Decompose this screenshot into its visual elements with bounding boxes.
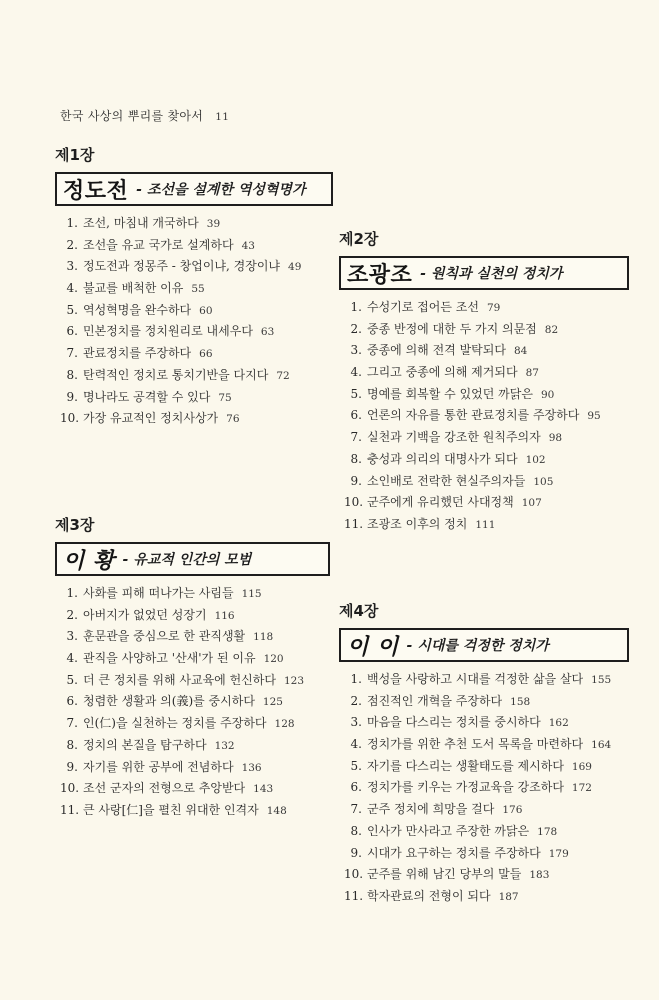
toc-item [339,297,629,319]
item-number: 2. [350,321,362,336]
item-page-number: 123 [283,674,305,687]
item-number: 1. [350,672,362,686]
item-page-number: 49 [288,261,302,274]
item-page-number: 111 [475,518,496,531]
item-title: 사화를 피해 떠나가는 사림들 [83,586,234,600]
item-title: 조선, 마침내 개국하다 [83,216,199,230]
item-page-number: 98 [548,432,563,445]
item-number: 3. [350,715,362,730]
item-number: 11. [344,516,364,531]
toc-item [55,713,330,735]
item-title: 중종 반정에 대한 두 가지 의문점 [367,321,537,336]
chapter-number: 제4장 [339,602,379,620]
toc-item [339,514,629,536]
item-page-number: 63 [260,326,275,339]
item-page-number: 39 [206,218,221,230]
item-page-number: 162 [548,717,569,730]
item-title: 인사가 만사라고 주장한 까닭은 [367,823,530,838]
item-page-number: 115 [241,588,262,600]
item-number: 10. [344,867,364,882]
item-page-number: 84 [513,345,528,358]
item-title: 중종에 의해 전격 발탁되다 [367,343,506,358]
item-page-number: 187 [498,890,519,903]
item-page-number: 107 [521,497,542,510]
item-number: 8. [350,451,362,466]
item-page-number: 158 [510,695,531,708]
toc-item [55,213,333,235]
toc-item [339,691,629,713]
item-page-number: 172 [571,782,592,795]
item-title: 점진적인 개혁을 주장하다 [367,693,503,708]
toc-item [55,757,330,779]
toc-item [339,712,629,734]
item-number: 9. [350,473,362,488]
chapter-number: 제1장 [55,146,95,164]
item-number: 2. [350,693,362,708]
item-number: 2. [66,607,78,622]
toc-item [55,583,330,605]
toc-item [339,843,629,865]
toc-item [55,735,330,757]
item-title: 관료정치를 주장하다 [83,346,192,361]
toc-item [55,365,333,387]
chapter-subtitle: - 조선을 설계한 역성혁명가 [136,182,306,198]
item-number: 10. [60,781,80,796]
item-page-number: 60 [199,304,213,317]
item-title: 소인배로 전락한 현실주의자들 [367,473,526,488]
item-title: 가장 유교적인 정치사상가 [83,411,219,426]
toc-item [339,734,629,756]
toc-item [339,886,629,908]
chapter-title-box [339,628,629,662]
item-number: 10. [60,411,80,426]
item-page-number: 102 [525,453,546,466]
item-title: 명예를 회복할 수 있었던 까닭은 [367,386,533,401]
chapter-subtitle: - 원칙과 실천의 정치가 [420,266,563,282]
item-number: 4. [66,651,78,666]
item-page-number: 183 [529,869,550,882]
item-page-number: 143 [253,783,274,796]
item-title: 청렴한 생활과 의(義)를 중시하다 [83,694,255,709]
item-page-number: 82 [544,323,559,336]
item-page-number: 118 [253,631,274,644]
chapter-subtitle: - 시대를 걱정한 정치가 [406,638,549,654]
toc-item [339,405,629,427]
chapter-title-box [55,542,330,576]
item-page-number: 75 [218,391,232,404]
item-title: 군주 정치에 희망을 걸다 [367,802,495,817]
item-number: 7. [350,430,362,445]
item-page-number: 164 [591,739,612,752]
item-number: 8. [66,737,78,752]
item-page-number: 76 [226,413,240,426]
chapter-number: 제2장 [339,230,379,248]
item-number: 6. [350,408,362,423]
item-number: 4. [350,737,362,752]
toc-item [339,799,629,821]
item-title: 훈문관을 중심으로 한 관직생활 [83,629,246,644]
item-number: 11. [60,802,80,817]
toc-item [339,340,629,362]
toc-item [339,471,629,493]
item-number: 3. [66,629,78,644]
item-number: 11. [344,888,364,903]
item-page-number: 43 [241,239,255,252]
item-number: 5. [350,386,362,401]
chapter-item-list [339,297,629,536]
item-title: 조광조 이후의 정치 [367,516,468,531]
toc-item [55,408,333,430]
item-page-number: 105 [533,475,554,488]
chapter-name: 이 이 [347,634,399,660]
toc-item [55,648,330,670]
item-page-number: 87 [525,367,539,380]
toc-item [339,492,629,514]
item-title: 수성기로 접어든 조선 [367,300,479,314]
toc-item [55,343,333,365]
item-page-number: 90 [540,388,555,401]
chapter-1 [55,144,333,430]
item-number: 4. [350,365,362,380]
item-number: 3. [66,259,78,274]
item-title: 조선을 유교 국가로 설계하다 [83,237,234,252]
item-title: 마음을 다스리는 정치를 중시하다 [367,715,541,730]
chapter-name: 조광조 [347,262,413,288]
item-title: 자기를 다스리는 생활태도를 제시하다 [367,758,564,773]
item-page-number: 136 [241,761,262,774]
toc-item [339,777,629,799]
item-number: 6. [350,780,362,795]
toc-item [339,669,629,691]
item-number: 9. [350,845,362,860]
toc-item [55,691,330,713]
chapter-item-list [55,583,330,822]
chapter-number: 제3장 [55,516,95,534]
item-page-number: 176 [502,804,523,817]
item-title: 정도전과 정몽주 - 창업이냐, 경장이냐 [83,259,281,274]
item-number: 5. [66,672,78,687]
item-title: 군주에게 유리했던 사대정책 [367,495,514,510]
item-page-number: 148 [266,804,287,817]
toc-item [339,384,629,406]
item-title: 관직을 사양하고 '산새'가 된 이유 [83,651,256,666]
chapter-4 [339,600,629,908]
item-page-number: 79 [486,302,501,314]
toc-item [55,778,330,800]
item-page-number: 125 [262,696,283,709]
item-page-number: 95 [587,410,601,423]
item-number: 1. [66,586,78,600]
item-title: 민본정치를 정치원리로 내세우다 [83,324,253,339]
toc-item [339,362,629,384]
item-number: 5. [66,302,78,317]
item-title: 불교를 배척한 이유 [83,281,184,296]
item-title: 그리고 중종에 의해 제거되다 [367,365,518,380]
toc-item [55,300,333,322]
chapter-title-box [339,256,629,290]
toc-item [55,235,333,257]
item-number: 9. [66,389,78,404]
item-title: 역성혁명을 완수하다 [83,302,192,317]
toc-item [339,864,629,886]
item-title: 더 큰 정치를 위해 사교육에 헌신하다 [83,672,276,687]
item-title: 언론의 자유를 통한 관료정치를 주장하다 [367,408,580,423]
item-title: 정치가를 키우는 가정교육을 강조하다 [367,780,564,795]
toc-item [55,321,333,343]
item-number: 1. [66,216,78,230]
item-title: 시대가 요구하는 정치를 주장하다 [367,845,541,860]
toc-item [55,626,330,648]
toc-item [339,427,629,449]
item-title: 백성을 사랑하고 시대를 걱정한 삶을 살다 [367,672,584,686]
item-page-number: 66 [199,348,213,361]
chapter-title-box [55,172,333,206]
toc-item [55,387,333,409]
chapter-item-list [55,213,333,430]
item-page-number: 128 [274,718,295,731]
item-number: 8. [350,823,362,838]
toc-item [339,756,629,778]
chapter-name: 정도전 [63,178,129,204]
toc-item [55,278,333,300]
chapter-name: 이 황 [63,548,115,574]
item-number: 3. [350,343,362,358]
item-title: 군주를 위해 남긴 당부의 말들 [367,867,522,882]
item-title: 아버지가 없었던 성장기 [83,607,207,622]
item-number: 4. [66,281,78,296]
item-title: 충성과 의리의 대명사가 되다 [367,451,518,466]
item-number: 8. [66,367,78,382]
toc-item [339,449,629,471]
item-number: 6. [66,324,78,339]
item-number: 7. [350,802,362,817]
item-page-number: 169 [571,760,592,773]
item-page-number: 55 [191,283,205,296]
toc-item [55,605,330,627]
item-title: 학자관료의 전형이 되다 [367,888,491,903]
item-title: 정치의 본질을 탐구하다 [83,737,207,752]
item-title: 탄력적인 정치로 통치기반을 다지다 [83,367,269,382]
item-number: 5. [350,758,362,773]
item-page-number: 72 [276,369,290,382]
item-number: 9. [66,759,78,774]
item-page-number: 132 [214,739,235,752]
item-title: 정치가를 위한 추천 도서 목록을 마련하다 [367,737,584,752]
intro-title: 한국 사상의 뿌리를 찾아서 [60,109,204,123]
toc-item [55,256,333,278]
intro-page-number: 11 [215,111,230,123]
toc-item [55,800,330,822]
chapter-item-list [339,669,629,908]
toc-item [55,670,330,692]
item-number: 1. [350,300,362,314]
item-title: 명나라도 공격할 수 있다 [83,389,211,404]
item-number: 7. [66,716,78,731]
chapter-3 [55,514,330,822]
item-title: 자기를 위한 공부에 전념하다 [83,759,234,774]
item-title: 큰 사랑[仁]을 펼친 위대한 인격자 [83,802,259,817]
toc-item [339,821,629,843]
item-page-number: 155 [591,674,612,686]
item-number: 10. [344,495,364,510]
chapter-subtitle: - 유교적 인간의 모범 [122,552,252,568]
item-number: 6. [66,694,78,709]
intro-entry [60,107,229,124]
item-number: 2. [66,237,78,252]
item-title: 인(仁)을 실천하는 정치를 주장하다 [83,716,267,731]
toc-item [339,319,629,341]
item-number: 7. [66,346,78,361]
item-page-number: 178 [537,825,558,838]
item-page-number: 120 [263,653,284,666]
item-title: 실천과 기백을 강조한 원칙주의자 [367,430,541,445]
item-page-number: 116 [214,609,235,622]
chapter-2 [339,228,629,536]
item-page-number: 179 [548,847,569,860]
item-title: 조선 군자의 전형으로 추앙받다 [83,781,246,796]
